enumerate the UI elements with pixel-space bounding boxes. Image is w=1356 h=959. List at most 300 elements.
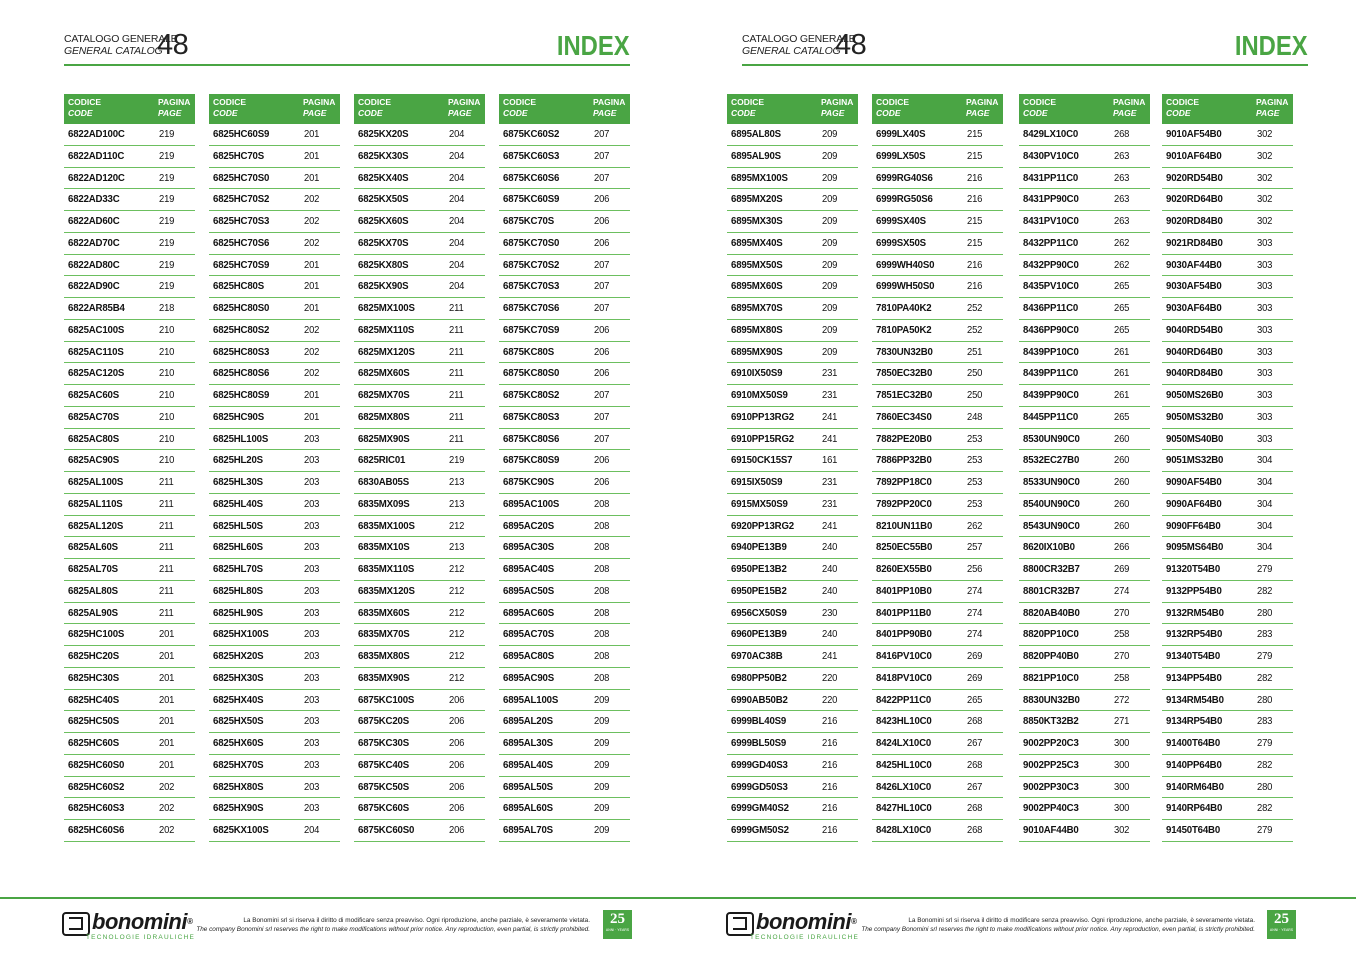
table-row xyxy=(64,559,195,581)
page-ref: 209 xyxy=(822,128,838,140)
page-ref: 274 xyxy=(967,628,983,641)
table-header xyxy=(727,94,858,124)
table-row xyxy=(1162,646,1293,668)
product-code: 9050MS40B0 xyxy=(1166,432,1224,445)
product-code: 6825HC60S3 xyxy=(68,802,125,815)
page-ref: 303 xyxy=(1257,258,1273,271)
page-ref: 216 xyxy=(822,758,838,771)
page-ref: 203 xyxy=(304,541,320,554)
table-row xyxy=(499,450,630,472)
product-code: 6825HC100S xyxy=(68,628,125,641)
product-code: 6875KC100S xyxy=(358,693,415,706)
page-ref: 210 xyxy=(159,454,175,467)
table-row xyxy=(209,342,340,364)
table-row xyxy=(1019,494,1150,516)
page-ref: 208 xyxy=(594,671,610,684)
product-code: 6822AD60C xyxy=(68,215,120,227)
page-ref: 206 xyxy=(594,367,610,380)
page-ref: 201 xyxy=(304,389,320,401)
page-ref: 262 xyxy=(967,519,983,532)
table-row xyxy=(872,755,1003,777)
page-ref: 304 xyxy=(1257,519,1273,532)
table-row xyxy=(727,711,858,733)
page-ref: 274 xyxy=(967,584,983,597)
product-code: 6895AC70S xyxy=(503,628,554,641)
product-code: 6822AD110C xyxy=(68,149,125,162)
table-row xyxy=(209,755,340,777)
product-code: 6895AC40S xyxy=(503,563,554,575)
product-code: 6875KC80S0 xyxy=(503,367,560,380)
product-code: 6895AL30S xyxy=(503,737,553,749)
product-code: 6835MX80S xyxy=(358,650,410,662)
page-ref: 203 xyxy=(304,454,320,467)
table-row xyxy=(1019,581,1150,603)
product-code: 6825KX70S xyxy=(358,236,409,249)
table-row xyxy=(209,777,340,799)
product-code: 9010AF44B0 xyxy=(1023,824,1079,836)
table-row xyxy=(499,733,630,755)
product-code: 6895AL40S xyxy=(503,758,553,771)
product-code: 6875KC80S6 xyxy=(503,432,560,445)
table-row xyxy=(1162,429,1293,451)
product-code: 6825HC70S9 xyxy=(213,258,270,271)
table-row xyxy=(1019,342,1150,364)
page-ref: 207 xyxy=(594,302,610,314)
table-row xyxy=(872,559,1003,581)
product-code: 6825HC60S9 xyxy=(213,128,270,140)
table-row xyxy=(64,820,195,842)
table-row xyxy=(1162,276,1293,298)
product-code: 8431PV10C0 xyxy=(1023,215,1079,227)
page-ref: 267 xyxy=(967,780,983,793)
page-ref: 203 xyxy=(304,497,320,510)
table-row xyxy=(1162,255,1293,277)
table-row xyxy=(727,494,858,516)
product-code: 6825HL100S xyxy=(213,432,269,445)
page-ref: 211 xyxy=(449,302,464,314)
product-code: 8820AB40B0 xyxy=(1023,606,1080,619)
product-code: 6910PP15RG2 xyxy=(731,432,794,445)
page-ref: 209 xyxy=(594,780,610,793)
table-row xyxy=(64,429,195,451)
table-row xyxy=(209,690,340,712)
page-ref: 216 xyxy=(967,171,983,184)
table-row xyxy=(354,537,485,559)
product-code: 6895AC60S xyxy=(503,606,554,619)
page-ref: 201 xyxy=(304,302,320,314)
page-ref: 203 xyxy=(304,802,320,815)
table-row xyxy=(354,755,485,777)
product-code: 6825KX80S xyxy=(358,258,409,271)
table-header xyxy=(499,94,630,124)
page-ref: 203 xyxy=(304,671,320,684)
page-ref: 204 xyxy=(449,280,465,293)
table-row xyxy=(209,320,340,342)
page-ref: 209 xyxy=(822,323,838,336)
page-ref: 201 xyxy=(304,128,320,140)
product-code: 7810PA50K2 xyxy=(876,323,932,336)
page-ref: 207 xyxy=(594,149,610,162)
page-ref: 204 xyxy=(449,193,465,206)
table-row xyxy=(209,603,340,625)
table-row xyxy=(354,624,485,646)
product-code: 6999WH50S0 xyxy=(876,280,935,293)
table-row xyxy=(1019,646,1150,668)
page-ref: 265 xyxy=(1114,323,1130,336)
product-code: 8620IX10B0 xyxy=(1023,541,1075,554)
page-ref: 302 xyxy=(1257,128,1273,140)
table-row xyxy=(872,124,1003,146)
product-code: 9002PP30C3 xyxy=(1023,780,1079,793)
table-row xyxy=(727,755,858,777)
product-code: 6825HC40S xyxy=(68,693,119,706)
page-ref: 206 xyxy=(449,780,465,793)
product-code: 6999LX50S xyxy=(876,149,926,162)
product-code: 6825HX70S xyxy=(213,758,264,771)
product-code: 6920PP13RG2 xyxy=(731,519,794,532)
page-ref: 279 xyxy=(1257,650,1273,662)
product-code: 6825HX60S xyxy=(213,737,264,749)
page-ref: 300 xyxy=(1114,758,1130,771)
table-row xyxy=(354,450,485,472)
page-ref: 302 xyxy=(1257,171,1273,184)
table-row xyxy=(209,189,340,211)
brand-logo: bonomini® TECNOLOGIE IDRAULICHE xyxy=(726,910,856,942)
index-table xyxy=(209,94,340,842)
product-code: 6825HL70S xyxy=(213,563,263,575)
product-code: 6895AC90S xyxy=(503,671,554,684)
product-code: 6822AD80C xyxy=(68,258,120,271)
table-row xyxy=(1162,733,1293,755)
page-number: 48 xyxy=(835,29,867,61)
table-row xyxy=(209,124,340,146)
catalog-label-it: CATALOGO GENERALE xyxy=(742,33,856,45)
product-code: 8427HL10C0 xyxy=(876,802,932,815)
page-ref: 211 xyxy=(449,432,464,445)
table-row xyxy=(1162,320,1293,342)
page-ref: 231 xyxy=(822,476,838,488)
table-row xyxy=(499,537,630,559)
page-ref: 211 xyxy=(159,519,174,532)
page-ref: 240 xyxy=(822,584,838,597)
product-code: 6825HC60S0 xyxy=(68,758,125,771)
product-code: 6825HL90S xyxy=(213,606,263,619)
page-ref: 206 xyxy=(449,802,465,815)
page-ref: 203 xyxy=(304,715,320,728)
product-code: 6825HX90S xyxy=(213,802,264,815)
product-code: 6940PE13B9 xyxy=(731,541,787,554)
product-code: 8401PP10B0 xyxy=(876,584,932,597)
product-code: 9140RM64B0 xyxy=(1166,780,1224,793)
page-ref: 304 xyxy=(1257,476,1273,488)
page-ref: 216 xyxy=(967,258,983,271)
product-code: 6825AC80S xyxy=(68,432,119,445)
product-code: 91340T54B0 xyxy=(1166,650,1221,662)
table-row xyxy=(499,298,630,320)
product-code: 6960PE13B9 xyxy=(731,628,787,641)
page-ref: 257 xyxy=(967,541,983,554)
table-row xyxy=(499,146,630,168)
product-code: 6825HC70S xyxy=(213,149,264,162)
page-ref: 231 xyxy=(822,497,838,510)
product-code: 6822AD100C xyxy=(68,128,125,140)
product-code: 6825AL70S xyxy=(68,563,118,575)
product-code: 6822AR85B4 xyxy=(68,302,125,314)
disclaimer: La Bonomini srl si riserva il diritto di modificare senza preavviso. Ogni riproduzione, anche parziale, è severamente vietata. The company Bonomini srl reserves the right to make modifications without prior notice. Any reproduction, even partial, is strictly prohibited. xyxy=(861,917,1255,933)
table-row xyxy=(1019,755,1150,777)
page-ref: 204 xyxy=(449,215,465,227)
page-ref: 261 xyxy=(1114,389,1130,401)
page-ref: 208 xyxy=(594,563,610,575)
product-code: 6835MX90S xyxy=(358,671,410,684)
page-column-header: PAGINA PAGE xyxy=(448,97,481,118)
page-ref: 210 xyxy=(159,323,175,336)
page-ref: 282 xyxy=(1257,584,1273,597)
page-ref: 209 xyxy=(594,737,610,749)
page-ref: 216 xyxy=(822,715,838,728)
product-code: 6825HC50S xyxy=(68,715,119,728)
table-row xyxy=(499,668,630,690)
product-code: 6825HL60S xyxy=(213,541,263,554)
table-row xyxy=(1162,363,1293,385)
page-ref: 219 xyxy=(159,215,175,227)
page-ref: 303 xyxy=(1257,432,1273,445)
table-row xyxy=(872,320,1003,342)
product-code: 6825HC80S6 xyxy=(213,367,270,380)
product-code: 8439PP11C0 xyxy=(1023,367,1079,380)
table-row xyxy=(727,168,858,190)
product-code: 6895AC80S xyxy=(503,650,554,662)
table-row xyxy=(354,668,485,690)
catalog-label-en: GENERAL CATALOG xyxy=(64,45,163,57)
page-ref: 253 xyxy=(967,432,983,445)
product-code: 6875KC60S2 xyxy=(503,128,560,140)
product-code: 6875KC90S xyxy=(503,476,554,488)
table-row xyxy=(1019,777,1150,799)
product-code: 9134RM54B0 xyxy=(1166,693,1224,706)
product-code: 6825HC20S xyxy=(68,650,119,662)
product-code: 6822AD33C xyxy=(68,193,120,206)
page-ref: 213 xyxy=(449,541,465,554)
page-ref: 203 xyxy=(304,584,320,597)
product-code: 7886PP32B0 xyxy=(876,454,932,467)
table-row xyxy=(499,690,630,712)
page-ref: 303 xyxy=(1257,345,1273,358)
page-ref: 210 xyxy=(159,367,175,380)
product-code: 6895MX30S xyxy=(731,215,783,227)
table-row xyxy=(1162,124,1293,146)
page-ref: 203 xyxy=(304,519,320,532)
product-code: 9040RD64B0 xyxy=(1166,345,1223,358)
page-ref: 201 xyxy=(304,280,320,293)
table-row xyxy=(209,233,340,255)
product-code: 6825HC70S3 xyxy=(213,215,270,227)
page-ref: 211 xyxy=(449,345,464,358)
table-row xyxy=(727,298,858,320)
page-ref: 204 xyxy=(449,128,465,140)
page-ref: 219 xyxy=(159,280,175,293)
table-row xyxy=(872,624,1003,646)
table-row xyxy=(354,363,485,385)
page-ref: 219 xyxy=(159,171,175,184)
product-code: 6999GM40S2 xyxy=(731,802,789,815)
table-row xyxy=(499,385,630,407)
table-row xyxy=(1019,798,1150,820)
table-row xyxy=(354,298,485,320)
table-row xyxy=(209,168,340,190)
page-ref: 211 xyxy=(159,584,174,597)
product-code: 6825AL90S xyxy=(68,606,118,619)
table-row xyxy=(209,668,340,690)
table-row xyxy=(1162,168,1293,190)
product-code: 6875KC80S3 xyxy=(503,410,560,423)
product-code: 9020RD54B0 xyxy=(1166,171,1223,184)
page-ref: 282 xyxy=(1257,802,1273,815)
product-code: 6835MX60S xyxy=(358,606,410,619)
product-code: 6895MX60S xyxy=(731,280,783,293)
table-row xyxy=(354,733,485,755)
table-row xyxy=(499,516,630,538)
table-row xyxy=(1019,537,1150,559)
page-ref: 203 xyxy=(304,563,320,575)
page-ref: 202 xyxy=(159,802,175,815)
table-row xyxy=(872,385,1003,407)
table-row xyxy=(64,755,195,777)
product-code: 6825KX30S xyxy=(358,149,409,162)
product-code: 6825AC60S xyxy=(68,389,119,401)
product-code: 9090AF54B0 xyxy=(1166,476,1222,488)
product-code: 6895AL60S xyxy=(503,802,553,815)
index-table xyxy=(727,94,858,842)
product-code: 6895AC30S xyxy=(503,541,554,554)
product-code: 6822AD90C xyxy=(68,280,120,293)
table-row xyxy=(1162,537,1293,559)
product-code: 6825HL30S xyxy=(213,476,263,488)
table-row xyxy=(727,450,858,472)
table-row xyxy=(499,429,630,451)
page-ref: 206 xyxy=(449,824,465,836)
product-code: 6910IX50S9 xyxy=(731,367,783,380)
page-ref: 303 xyxy=(1257,367,1273,380)
page-ref: 215 xyxy=(967,236,983,249)
brand-name: bonomini xyxy=(756,909,851,934)
product-code: 6999WH40S0 xyxy=(876,258,935,271)
page-ref: 211 xyxy=(159,476,174,488)
page-ref: 252 xyxy=(967,302,983,314)
page-ref: 215 xyxy=(967,215,983,227)
table-row xyxy=(209,624,340,646)
product-code: 6825KX100S xyxy=(213,824,269,836)
product-code: 8431PP90C0 xyxy=(1023,193,1079,206)
product-code: 6895MX80S xyxy=(731,323,783,336)
product-code: 8533UN90C0 xyxy=(1023,476,1080,488)
table-row xyxy=(1162,146,1293,168)
code-column-header: CODICE CODE xyxy=(358,97,392,118)
table-row xyxy=(1162,820,1293,842)
table-row xyxy=(727,603,858,625)
product-code: 6825AC90S xyxy=(68,454,119,467)
product-code: 6825HL80S xyxy=(213,584,263,597)
product-code: 8429LX10C0 xyxy=(1023,128,1079,140)
table-row xyxy=(64,385,195,407)
product-code: 6999GD50S3 xyxy=(731,780,788,793)
page-column-header: PAGINA PAGE xyxy=(821,97,854,118)
product-code: 6895MX70S xyxy=(731,302,783,314)
page-ref: 262 xyxy=(1114,258,1130,271)
anniversary-badge: 25 ANNI · YEARS xyxy=(603,910,632,939)
product-code: 6895AL50S xyxy=(503,780,553,793)
product-code: 6825MX100S xyxy=(358,302,415,314)
page-ref: 203 xyxy=(304,737,320,749)
page-ref: 269 xyxy=(1114,563,1130,575)
table-row xyxy=(1019,255,1150,277)
table-header xyxy=(872,94,1003,124)
table-row xyxy=(727,537,858,559)
product-code: 6956CX50S9 xyxy=(731,606,787,619)
product-code: 6875KC70S3 xyxy=(503,280,560,293)
page-ref: 212 xyxy=(449,563,465,575)
page-ref: 213 xyxy=(449,476,465,488)
table-row xyxy=(499,255,630,277)
product-code: 9051MS32B0 xyxy=(1166,454,1224,467)
table-row xyxy=(872,603,1003,625)
table-row xyxy=(1162,342,1293,364)
page-ref: 283 xyxy=(1257,715,1273,728)
page-ref: 302 xyxy=(1257,193,1273,206)
table-row xyxy=(727,472,858,494)
table-row xyxy=(209,820,340,842)
product-code: 6895AL70S xyxy=(503,824,553,836)
index-table xyxy=(1019,94,1150,842)
table-row xyxy=(1019,168,1150,190)
table-row xyxy=(1162,298,1293,320)
page-column-header: PAGINA PAGE xyxy=(303,97,336,118)
product-code: 9020RD84B0 xyxy=(1166,215,1223,227)
table-row xyxy=(1162,624,1293,646)
table-row xyxy=(209,429,340,451)
table-row xyxy=(727,559,858,581)
page-ref: 206 xyxy=(594,193,610,206)
product-code: 8418PV10C0 xyxy=(876,671,932,684)
product-code: 6895AL20S xyxy=(503,715,553,728)
product-code: 6875KC20S xyxy=(358,715,409,728)
table-row xyxy=(1019,450,1150,472)
table-row xyxy=(64,472,195,494)
index-table xyxy=(1162,94,1293,842)
product-code: 6825AL60S xyxy=(68,541,118,554)
page-ref: 260 xyxy=(1114,476,1130,488)
index-table xyxy=(499,94,630,842)
table-row xyxy=(209,407,340,429)
logo-mark-icon xyxy=(62,912,90,936)
table-row xyxy=(727,407,858,429)
page-ref: 271 xyxy=(1114,715,1130,728)
page-ref: 207 xyxy=(594,258,610,271)
product-code: 9132RP54B0 xyxy=(1166,628,1223,641)
table-row xyxy=(354,820,485,842)
page-header xyxy=(742,30,1308,66)
table-row xyxy=(1019,320,1150,342)
product-code: 6825KX50S xyxy=(358,193,409,206)
product-code: 6895MX40S xyxy=(731,236,783,249)
product-code: 6835MX100S xyxy=(358,519,415,532)
product-code: 7860EC34S0 xyxy=(876,410,932,423)
page-ref: 212 xyxy=(449,606,465,619)
product-code: 6830AB05S xyxy=(358,476,409,488)
product-code: 6999GM50S2 xyxy=(731,824,789,836)
product-code: 9021RD84B0 xyxy=(1166,236,1223,249)
table-row xyxy=(64,537,195,559)
